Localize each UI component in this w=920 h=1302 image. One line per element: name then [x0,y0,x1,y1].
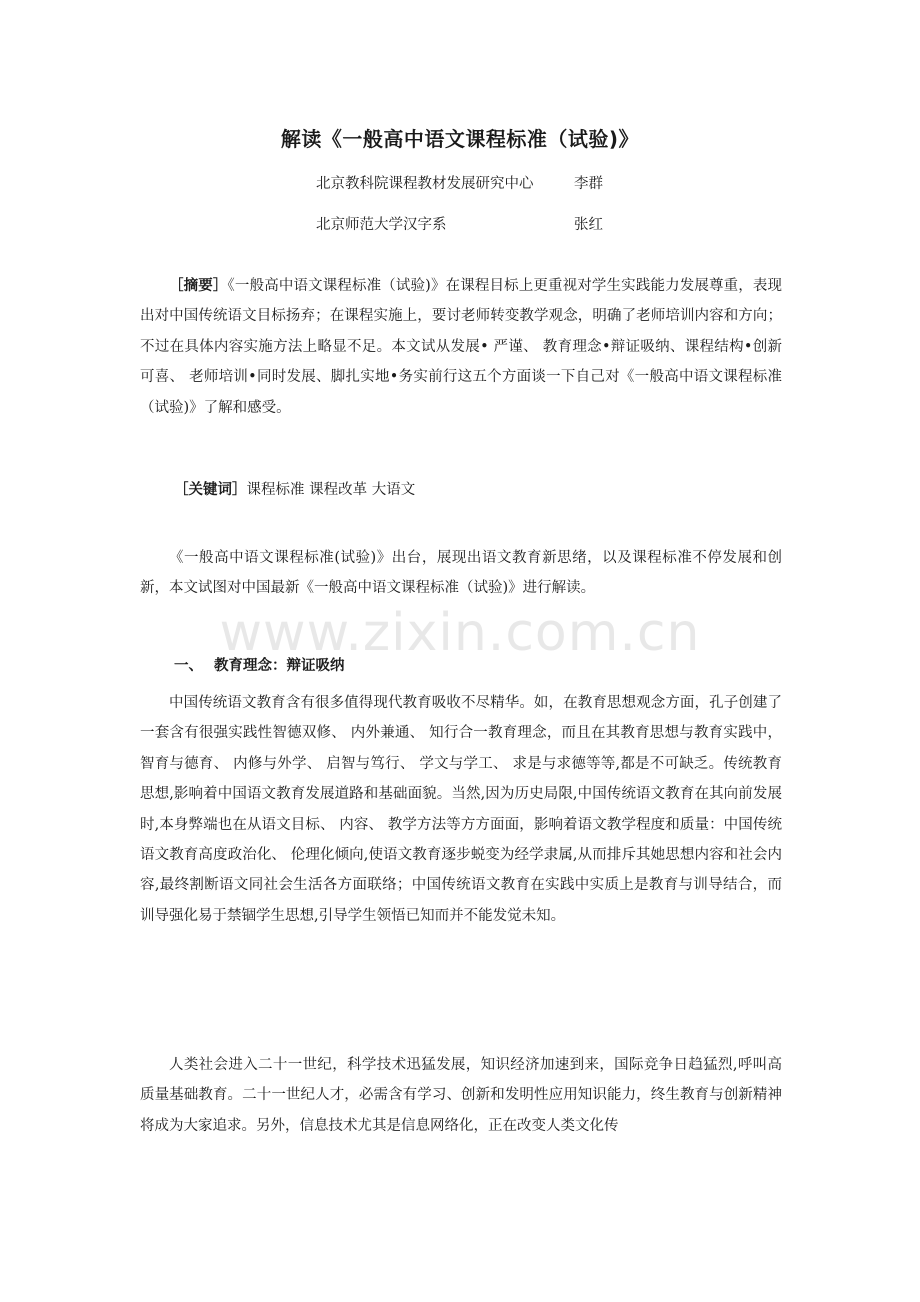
keywords-text: 课程标准 课程改革 大语文 [246,482,416,498]
section-number: 一、 [174,658,203,674]
section-heading [174,654,345,675]
author-line-2 [316,213,603,234]
abstract-paragraph [140,271,782,423]
author-org: 北京师范大学汉字系 [316,217,447,233]
watermark-text: www.zixin.com.cn [219,603,701,663]
author-name: 张红 [574,217,603,233]
author-line-1 [316,172,603,193]
author-org: 北京教科院课程教材发展研究中心 [316,176,534,192]
section-title: 教育理念：辩证吸纳 [214,658,345,674]
document-title: 解读《一般高中语文课程标准（试验)》 [280,127,640,151]
abstract-text: 《一般高中语文课程标准（试验)》在课程目标上更重视对学生实践能力发展尊重，表现出对中国传统语文目标扬弃；在课程实施上，要讨老师转变教学观念，明确了老师培训内容和方向；不过在具体内容实施方法上略显不足。本文试从发展• 严谨、 教育理念•辩证吸纳、课程结构•创新可喜、 老师培训•同时发展、脚扎实地•务实前行这五个方面谈一下自己对《一般高中语文课程标准（试验)》了解和感受。 [140,278,783,416]
intro-paragraph: 《一般高中语文课程标准(试验)》出台，展现出语文教育新思绪，以及课程标准不停发展和创新，本文试图对中国最新《一般高中语文课程标准（试验)》进行解读。 [140,550,782,597]
keywords-label: ［关键词］ [174,482,247,498]
body-paragraph: 人类社会进入二十一世纪，科学技术迅猛发展，知识经济加速到来，国际竞争日趋猛烈,呼叫高质量基础教育。二十一世纪人才，必需含有学习、创新和发明性应用知识能力，终生教育与创新精神将成为大家追求。另外，信息技术尤其是信息网络化，正在改变人类文化传 [140,1057,782,1134]
body-paragraph: 中国传统语文教育含有很多值得现代教育吸收不尽精华。如，在教育思想观念方面，孔子创建了一套含有很强实践性智德双修、 内外兼通、 知行合一教育理念，而且在其教育思想与教育实践中，智育与德育、 内修与外学、 启智与笃行、 学文与学工、 求是与求德等等,都是不可缺乏。传统教育思想,影响着中国语文教育发展道路和基础面貌。当然,因为历史局限,中国传统语文教育在其向前发展时,本身弊端也在从语文目标、 内容、 教学方法等方方面面，影响着语文教学程度和质量：中国传统语文教育高度政治化、 伦理化倾向,使语文教育逐步蜕变为经学隶属,从而排斥其她思想内容和社会内容,最终割断语文同社会生活各方面联络；中国传统语文教育在实践中实质上是教育与训导结合，而训导强化易于禁锢学生思想,引导学生领悟已知而并不能发觉未知。 [140,695,782,924]
abstract-label: ［摘要］ [169,278,228,294]
keywords-line [174,478,415,499]
author-name: 李群 [574,176,603,192]
